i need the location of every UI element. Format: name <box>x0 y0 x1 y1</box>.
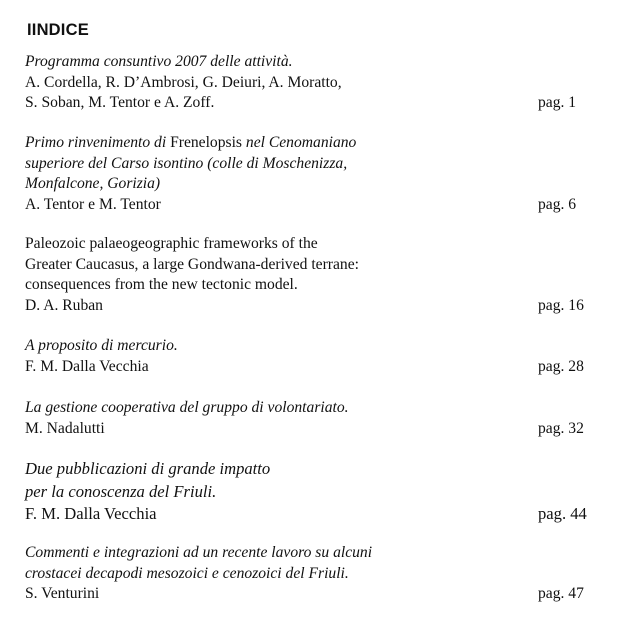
entry-authors: A. Tentor e M. Tentor <box>25 195 161 213</box>
index-heading: IINDICE <box>27 21 89 39</box>
page-number: pag. 1 <box>538 94 577 111</box>
entry-authors: S. Soban, M. Tentor e A. Zoff. <box>25 94 215 111</box>
page-number: pag. 44 <box>538 504 587 523</box>
page-number: pag. 32 <box>538 419 584 437</box>
entry-title: Commenti e integrazioni ad un recente lavoro su alcuni <box>25 544 373 561</box>
entry-authors: D. A. Ruban <box>25 296 103 314</box>
entry-authors: A. Cordella, R. D’Ambrosi, G. Deiuri, A. Moratto, <box>25 73 342 91</box>
toc-entry-2 <box>25 133 595 215</box>
entry-title: Due pubblicazioni di grande impatto <box>25 459 271 478</box>
entry-title: Greater Caucasus, a large Gondwana-derived terrane: <box>25 255 359 273</box>
toc-entry-3 <box>25 234 595 316</box>
toc-entry-6 <box>25 458 595 526</box>
entry-title: per la conoscenza del Friuli. <box>25 481 217 501</box>
entry-title: crostacei decapodi mesozoici e cenozoici del Friuli. <box>25 564 349 582</box>
entry-title: Monfalcone, Gorizia) <box>25 175 161 192</box>
entry-authors: S. Venturini <box>25 585 100 602</box>
entry-title: Programma consuntivo 2007 delle attività. <box>25 53 293 70</box>
entry-authors: M. Nadalutti <box>25 419 105 437</box>
page-number: pag. 28 <box>538 357 584 375</box>
toc-entry-4 <box>25 336 595 377</box>
toc-entry-7 <box>25 543 595 605</box>
entry-title: Paleozoic palaeogeographic frameworks of the <box>25 235 318 252</box>
entry-authors: F. M. Dalla Vecchia <box>25 504 157 523</box>
toc-entry-1 <box>25 52 595 114</box>
page-number: pag. 6 <box>538 195 577 213</box>
entry-title: La gestione cooperativa del gruppo di volontariato. <box>25 399 349 416</box>
entry-title: consequences from the new tectonic model. <box>25 276 298 293</box>
entry-authors: F. M. Dalla Vecchia <box>25 357 149 375</box>
toc-entry-5 <box>25 398 595 439</box>
page-number: pag. 47 <box>538 585 584 602</box>
entry-title: A proposito di mercurio. <box>25 337 178 354</box>
page-number: pag. 16 <box>538 296 584 314</box>
entry-title: Primo rinvenimento di Frenelopsis nel Cenomaniano <box>25 134 357 151</box>
entry-title: superiore del Carso isontino (colle di Moschenizza, <box>25 154 348 172</box>
